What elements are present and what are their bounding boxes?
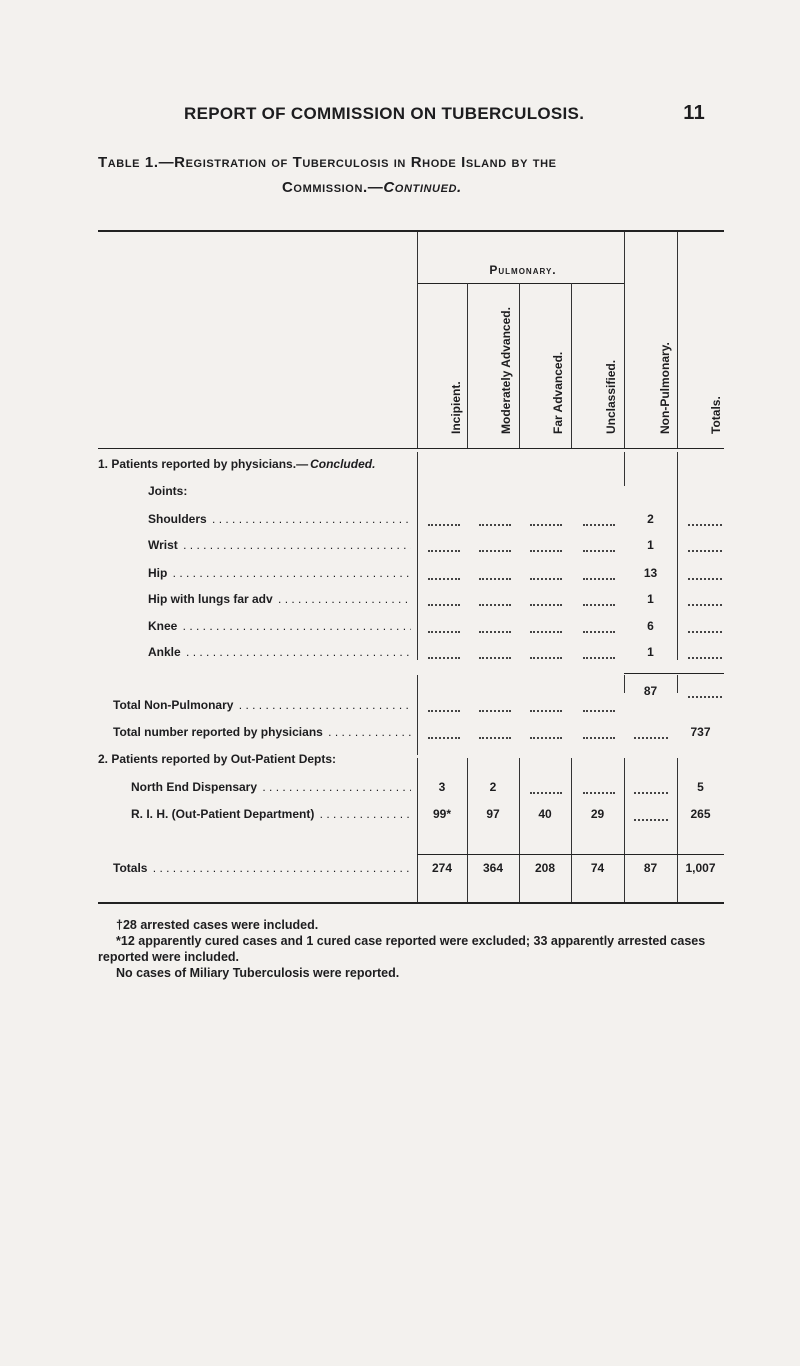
footnote: No cases of Miliary Tuberculosis were reported. — [116, 966, 400, 980]
row-label: Wrist — [148, 538, 178, 552]
header-divider — [519, 283, 520, 448]
pulmonary-group-header: Pulmonary. — [489, 263, 557, 277]
table-row — [0, 780, 800, 804]
cell-incipient: 99* — [432, 807, 452, 821]
row-label: Ankle — [148, 645, 181, 659]
cell-totals: 737 — [690, 725, 711, 739]
table-row — [0, 484, 800, 508]
col-header-moderately-advanced: Moderately Advanced. — [499, 307, 513, 434]
row-label: North End Dispensary — [131, 780, 258, 794]
table-row — [0, 807, 800, 831]
header-divider — [624, 232, 625, 448]
cell-incipient: 3 — [438, 780, 446, 794]
table-row — [0, 592, 800, 616]
cell-totals: 1,007 — [685, 861, 716, 875]
table-row — [0, 725, 800, 749]
column-divider — [677, 675, 678, 693]
cell-non-pulmonary: 6 — [647, 619, 654, 633]
footnotes — [98, 917, 748, 981]
header-divider — [417, 232, 418, 448]
table-row — [0, 861, 800, 885]
table-caption — [98, 150, 738, 200]
col-header-incipient: Incipient. — [449, 381, 463, 434]
col-header-non-pulmonary: Non-Pulmonary. — [658, 342, 672, 434]
row-label: 1. Patients reported by physicians.— — [98, 457, 309, 471]
subtotal-rule — [624, 673, 724, 674]
cell-far-advanced: 40 — [538, 807, 552, 821]
cell-unclassified: 29 — [590, 807, 605, 821]
cell-unclassified: 74 — [590, 861, 605, 875]
table-row — [0, 566, 800, 590]
caption-line-2: Commission.— — [282, 179, 384, 196]
row-label-italic: Concluded. — [310, 457, 376, 471]
cell-non-pulmonary: 87 — [643, 861, 658, 875]
header-divider — [467, 283, 468, 448]
cell-moderately-advanced: 364 — [482, 861, 504, 875]
cell-totals: 5 — [697, 780, 704, 794]
table-row — [0, 752, 800, 776]
col-header-far-advanced: Far Advanced. — [551, 351, 565, 434]
row-label: Totals — [113, 861, 148, 875]
totals-rule — [417, 854, 724, 855]
running-head-title: REPORT OF COMMISSION ON TUBERCULOSIS. — [184, 104, 585, 123]
table-row — [0, 457, 800, 481]
running-head — [184, 102, 705, 125]
cell-totals: 265 — [690, 807, 711, 821]
cell-incipient: 274 — [431, 861, 453, 875]
header-divider — [677, 232, 678, 448]
row-label: 2. Patients reported by Out-Patient Depts: — [98, 752, 337, 766]
pulmonary-group-rule — [418, 283, 624, 284]
col-header-totals: Totals. — [709, 396, 723, 434]
table-top-rule — [98, 230, 724, 232]
row-label: Hip with lungs far adv — [148, 592, 273, 606]
col-header-unclassified: Unclassified. — [604, 359, 618, 434]
row-label: Shoulders — [148, 512, 207, 526]
row-label: Joints: — [148, 484, 188, 498]
cell-moderately-advanced: 97 — [486, 807, 500, 821]
footnote: *12 apparently cured cases and 1 cured case reported were excluded; 33 apparently arrested cases reported were included. — [98, 934, 706, 964]
row-label: Hip — [148, 566, 168, 580]
header-bottom-rule — [98, 448, 724, 449]
cell-non-pulmonary: 1 — [647, 538, 654, 552]
footnote: †28 arrested cases were included. — [116, 918, 319, 932]
cell-non-pulmonary: 87 — [643, 684, 658, 698]
row-label: R. I. H. (Out-Patient Department) — [131, 807, 315, 821]
page-number: 11 — [683, 102, 705, 124]
cell-non-pulmonary: 1 — [647, 592, 654, 606]
cell-non-pulmonary: 13 — [643, 566, 658, 580]
row-label: Total Non-Pulmonary — [113, 698, 234, 712]
table-row — [0, 645, 800, 669]
table-bottom-rule — [98, 902, 724, 904]
cell-non-pulmonary: 2 — [647, 512, 654, 526]
row-label: Total number reported by physicians — [113, 725, 323, 739]
row-label: Knee — [148, 619, 178, 633]
caption-line-1: Table 1.—Registration of Tuberculosis in Rhode Island by the — [98, 154, 557, 171]
table-row — [0, 619, 800, 643]
caption-continued: Continued. — [383, 179, 462, 196]
table-row — [0, 512, 800, 536]
cell-non-pulmonary: 1 — [647, 645, 654, 659]
cell-moderately-advanced: 2 — [489, 780, 497, 794]
table-row — [0, 684, 800, 722]
table-row — [0, 538, 800, 562]
cell-far-advanced: 208 — [534, 861, 556, 875]
header-divider — [571, 283, 572, 448]
